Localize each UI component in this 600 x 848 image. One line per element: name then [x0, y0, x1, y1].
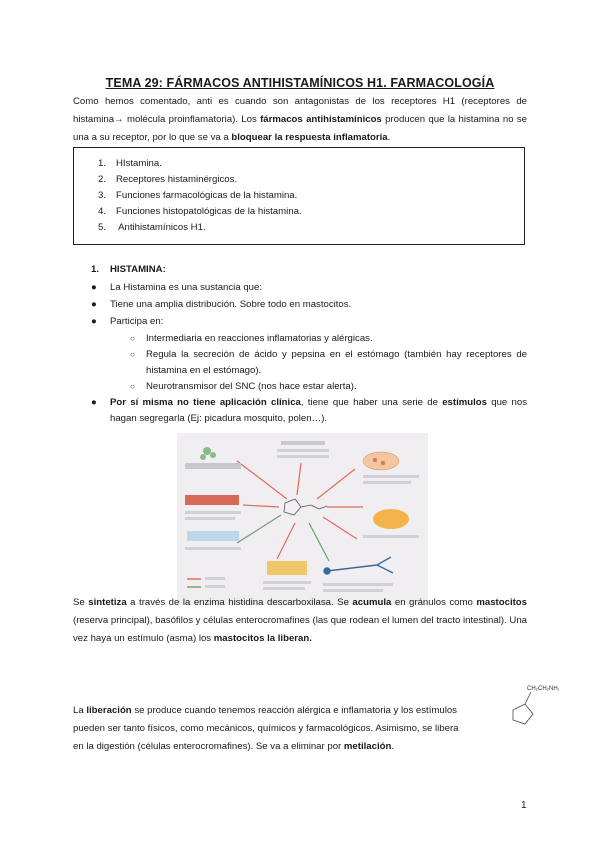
para-bold: mastocitos [476, 597, 528, 608]
para-text: a través de la enzima histidina descarboxilasa. Se [126, 597, 353, 608]
toc-number: 5. [98, 222, 107, 233]
text-placeholder [185, 463, 241, 469]
intro-bold-1: fármacos antihistamínicos [260, 114, 382, 125]
toc-number: 4. [98, 206, 107, 217]
intro-text-3: . [387, 132, 391, 143]
toc-item [98, 172, 302, 188]
structure-ring-icon [497, 680, 559, 742]
vesicles-icon [363, 452, 399, 470]
bullet-dot: ● [91, 316, 97, 327]
toc-item [98, 204, 302, 220]
page-number: 1 [521, 800, 527, 811]
bullet-text: Tiene una amplia distribución. Sobre todo en mastocitos. [110, 299, 352, 310]
bullet-item [91, 297, 527, 313]
toc-item [98, 156, 302, 172]
bullet-item [91, 280, 527, 296]
para-text: Se [73, 597, 89, 608]
histamine-diagram [177, 433, 428, 605]
toc-number: 1. [98, 158, 107, 169]
bullet-text: , tiene que haber una serie de [300, 397, 443, 408]
para-bold: metilación [343, 741, 392, 752]
vessel-icon [185, 495, 239, 505]
section-title: HISTAMINA: [110, 264, 166, 275]
para-bold: sintetiza [88, 597, 127, 608]
sub-bullet-item [91, 331, 527, 347]
toc-label: Funciones farmacológicas de la histamina. [116, 190, 298, 201]
function-arrows [237, 461, 363, 561]
cell-illustration-icon [200, 447, 216, 460]
para-text: . [391, 741, 395, 752]
bullet-item [91, 395, 527, 427]
bullet-text: La Histamina es una sustancia que: [110, 282, 262, 293]
bullet-dot: ● [91, 299, 97, 310]
sub-bullet-circle: ○ [130, 382, 135, 391]
sub-bullet-circle: ○ [130, 350, 135, 359]
histamine-functions-figure [177, 433, 428, 605]
neuron-icon [324, 557, 393, 574]
sub-bullet-item [91, 379, 527, 395]
intro-text-2: producen que la histamina no se una a su receptor, por lo que se va a [73, 114, 528, 143]
bullet-text: Participa en: [110, 316, 164, 327]
para-bold: mastocitos la liberan. [213, 633, 312, 644]
bullet-dot: ● [91, 282, 97, 293]
section-heading [91, 264, 166, 275]
toc-label: HIstamina. [116, 158, 162, 169]
page-title: TEMA 29: FÁRMACOS ANTIHISTAMÍNICOS H1. FARMACOLOGÍA [105, 76, 495, 90]
intro-text-1: Como hemos comentado, anti es cuando son antagonistas de los receptores H1 (receptores de histamina→ molécula proinflamatoria). Los [73, 96, 527, 125]
sub-bullet-text: Regula la secreción de ácido y pepsina en el estómago (también hay receptores de histamina en el estómago). [146, 349, 527, 376]
sub-bullet-item [91, 347, 527, 379]
toc-number: 3. [98, 190, 107, 201]
para-bold: acumula [352, 597, 392, 608]
release-paragraph [73, 702, 471, 756]
para-text: (reserva principal), basófilos y células enterocromafines (las que rodean el lumen del tracto intestinal). Una vez haya un estímulo (asma) los [73, 615, 527, 644]
tissue-icon [187, 531, 239, 541]
toc-label: Antihistamínicos H1. [116, 222, 206, 233]
histamine-structure [497, 680, 559, 742]
stomach-icon [267, 561, 307, 575]
bullet-text: que nos hagan segregarla (Ej: picadura mosquito, polen…). [110, 397, 527, 424]
section-number: 1. [91, 264, 100, 275]
para-text: se produce cuando tenemos reacción alérgica e inflamatoria y los estímulos pueden ser tanto físicos, como mecánicos, químicos y farmacológicos. Asimismo, se libera en la digestión (células enterocromafines). Se va a eliminar por [73, 705, 459, 752]
structure-label: CH₂CH₂NH₂ [527, 686, 559, 692]
mastocyte-icon [373, 509, 409, 529]
table-of-contents [73, 147, 525, 245]
para-bold: liberación [86, 705, 132, 716]
para-text: en gránulos como [391, 597, 477, 608]
intro-paragraph [73, 93, 527, 147]
toc-label: Funciones histopatológicas de la histamina. [116, 206, 302, 217]
bullet-bold: Por sí misma no tiene aplicación clínica [110, 397, 301, 408]
sub-bullet-circle: ○ [130, 334, 135, 343]
histamine-molecule-icon [284, 499, 327, 515]
bullet-dot: ● [91, 397, 97, 408]
intro-bold-2: bloquear la respuesta inflamatoria [231, 132, 388, 143]
synthesis-paragraph [73, 594, 527, 648]
toc-item [98, 188, 302, 204]
toc-label: Receptores histaminérgicos. [116, 174, 238, 185]
para-text: La [73, 705, 87, 716]
histamina-bullets [91, 280, 527, 428]
toc-number: 2. [98, 174, 107, 185]
sub-bullet-text: Neurotransmisor del SNC (nos hace estar alerta). [146, 381, 357, 392]
sub-bullet-text: Intermediaria en reacciones inflamatorias y alérgicas. [146, 333, 373, 344]
toc-item [98, 220, 302, 236]
figure-legend [187, 577, 225, 588]
bullet-item [91, 314, 527, 330]
bullet-bold: estímulos [442, 397, 487, 408]
